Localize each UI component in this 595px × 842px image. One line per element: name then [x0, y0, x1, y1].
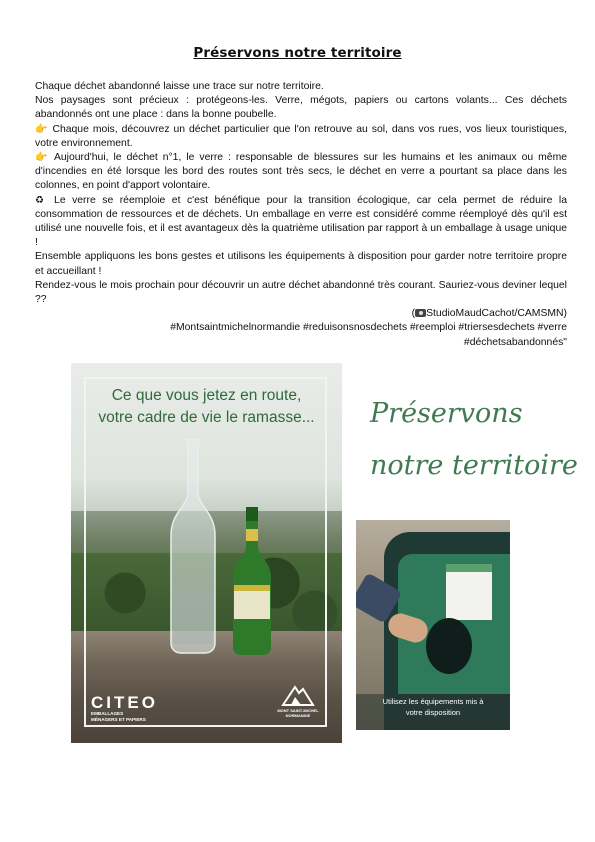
poster-headline [71, 385, 342, 429]
camera-icon [415, 309, 426, 317]
paragraph-reuse-text: Le verre se réemploie et c'est bénéfique pour la transition écologique, car cela permet de réduire la consommation de ressources et de déchets. Un emballage en verre est considéré comme réemployé dès qu'il est utilisé une nouvelle fois, et il est avantageux dès la quatrième utilisation par rapport à un emballage à usage unique ! [35, 194, 567, 249]
partner-line-2: NORMANDIE [285, 712, 311, 718]
container-label-stripe [446, 564, 492, 572]
credit-text: StudioMaudCachot/CAMSMN) [426, 308, 567, 320]
citeo-logo: CITEO [91, 693, 158, 712]
headline-line-2: votre cadre de vie le ramasse... [98, 409, 315, 426]
pointing-hand-icon: 👉 [35, 123, 49, 135]
paragraph-reuse [35, 194, 567, 251]
paragraph-landscapes: Nos paysages sont précieux : protégeons-les. Verre, mégots, papiers ou cartons volants... Ces déchets abandonnés ont une place : dans la bonne poubelle. [35, 95, 567, 121]
script-title-line-2: notre territoire [370, 450, 578, 481]
credit-open-paren: ( [411, 308, 416, 320]
citeo-sub-line-2: MÉNAGERS ET PAPIERS [91, 716, 146, 722]
caption-line-2: votre disposition [405, 708, 461, 717]
hashtags-line-2: #déchetsabandonnés" [463, 336, 567, 348]
script-title-line-1: Préservons [370, 398, 523, 429]
paragraph-intro: Chaque déchet abandonné laisse une trace sur notre territoire. [35, 81, 324, 92]
poster-frame [84, 377, 327, 727]
mont-saint-michel-logo-icon [281, 683, 315, 707]
photo-credit [35, 307, 567, 321]
pointing-hand-icon: 👉 [35, 152, 50, 164]
page-title: Préservons notre territoire [193, 45, 402, 61]
paragraph-glass-text: Aujourd'hui, le déchet n°1, le verre : responsable de blessures sur les humains et les animaux ou même d'incendies en été lorsque les bord des routes sont très secs, le déchet en verre a pourtant sa place dans les colonnes, en point d'apport volontaire. [35, 152, 567, 192]
photo-caption [356, 694, 510, 730]
headline-line-1: Ce que vous jetez en route, [111, 387, 302, 404]
paragraph-next-month: Rendez-vous le mois prochain pour découvrir un autre déchet abandonné très courant. Sauriez-vous deviner lequel ?? [35, 279, 567, 306]
paragraph-together: Ensemble appliquons les bons gestes et utilisons les équipements à disposition pour garder notre territoire propre et accueillant ! [35, 251, 567, 277]
script-title [370, 388, 578, 492]
paragraph-glass [35, 151, 567, 194]
partner-line-1: MONT SAINT-MICHEL [277, 708, 319, 713]
citeo-subtitle [91, 711, 146, 722]
paragraph-monthly-text: Chaque mois, découvrez un déchet particulier que l'on retrouve au sol, dans vos rues, vos lieux touristiques, votre environnement. [35, 123, 567, 149]
article-body [35, 80, 567, 350]
partner-name [267, 709, 329, 718]
caption-line-1: Utilisez les équipements mis à [382, 697, 484, 706]
recycle-icon: ♻ [35, 194, 48, 206]
container-label [446, 564, 492, 620]
container-opening [426, 618, 472, 674]
hashtags-line-1: #Montsaintmichelnormandie #reduisonsnosdechets #reemploi #triersesdechets #verre [170, 322, 567, 334]
glass-container-photo [356, 520, 510, 730]
paragraph-monthly [35, 123, 567, 151]
citeo-sub-line-1: EMBALLAGES [91, 711, 124, 716]
campaign-poster [71, 363, 342, 743]
